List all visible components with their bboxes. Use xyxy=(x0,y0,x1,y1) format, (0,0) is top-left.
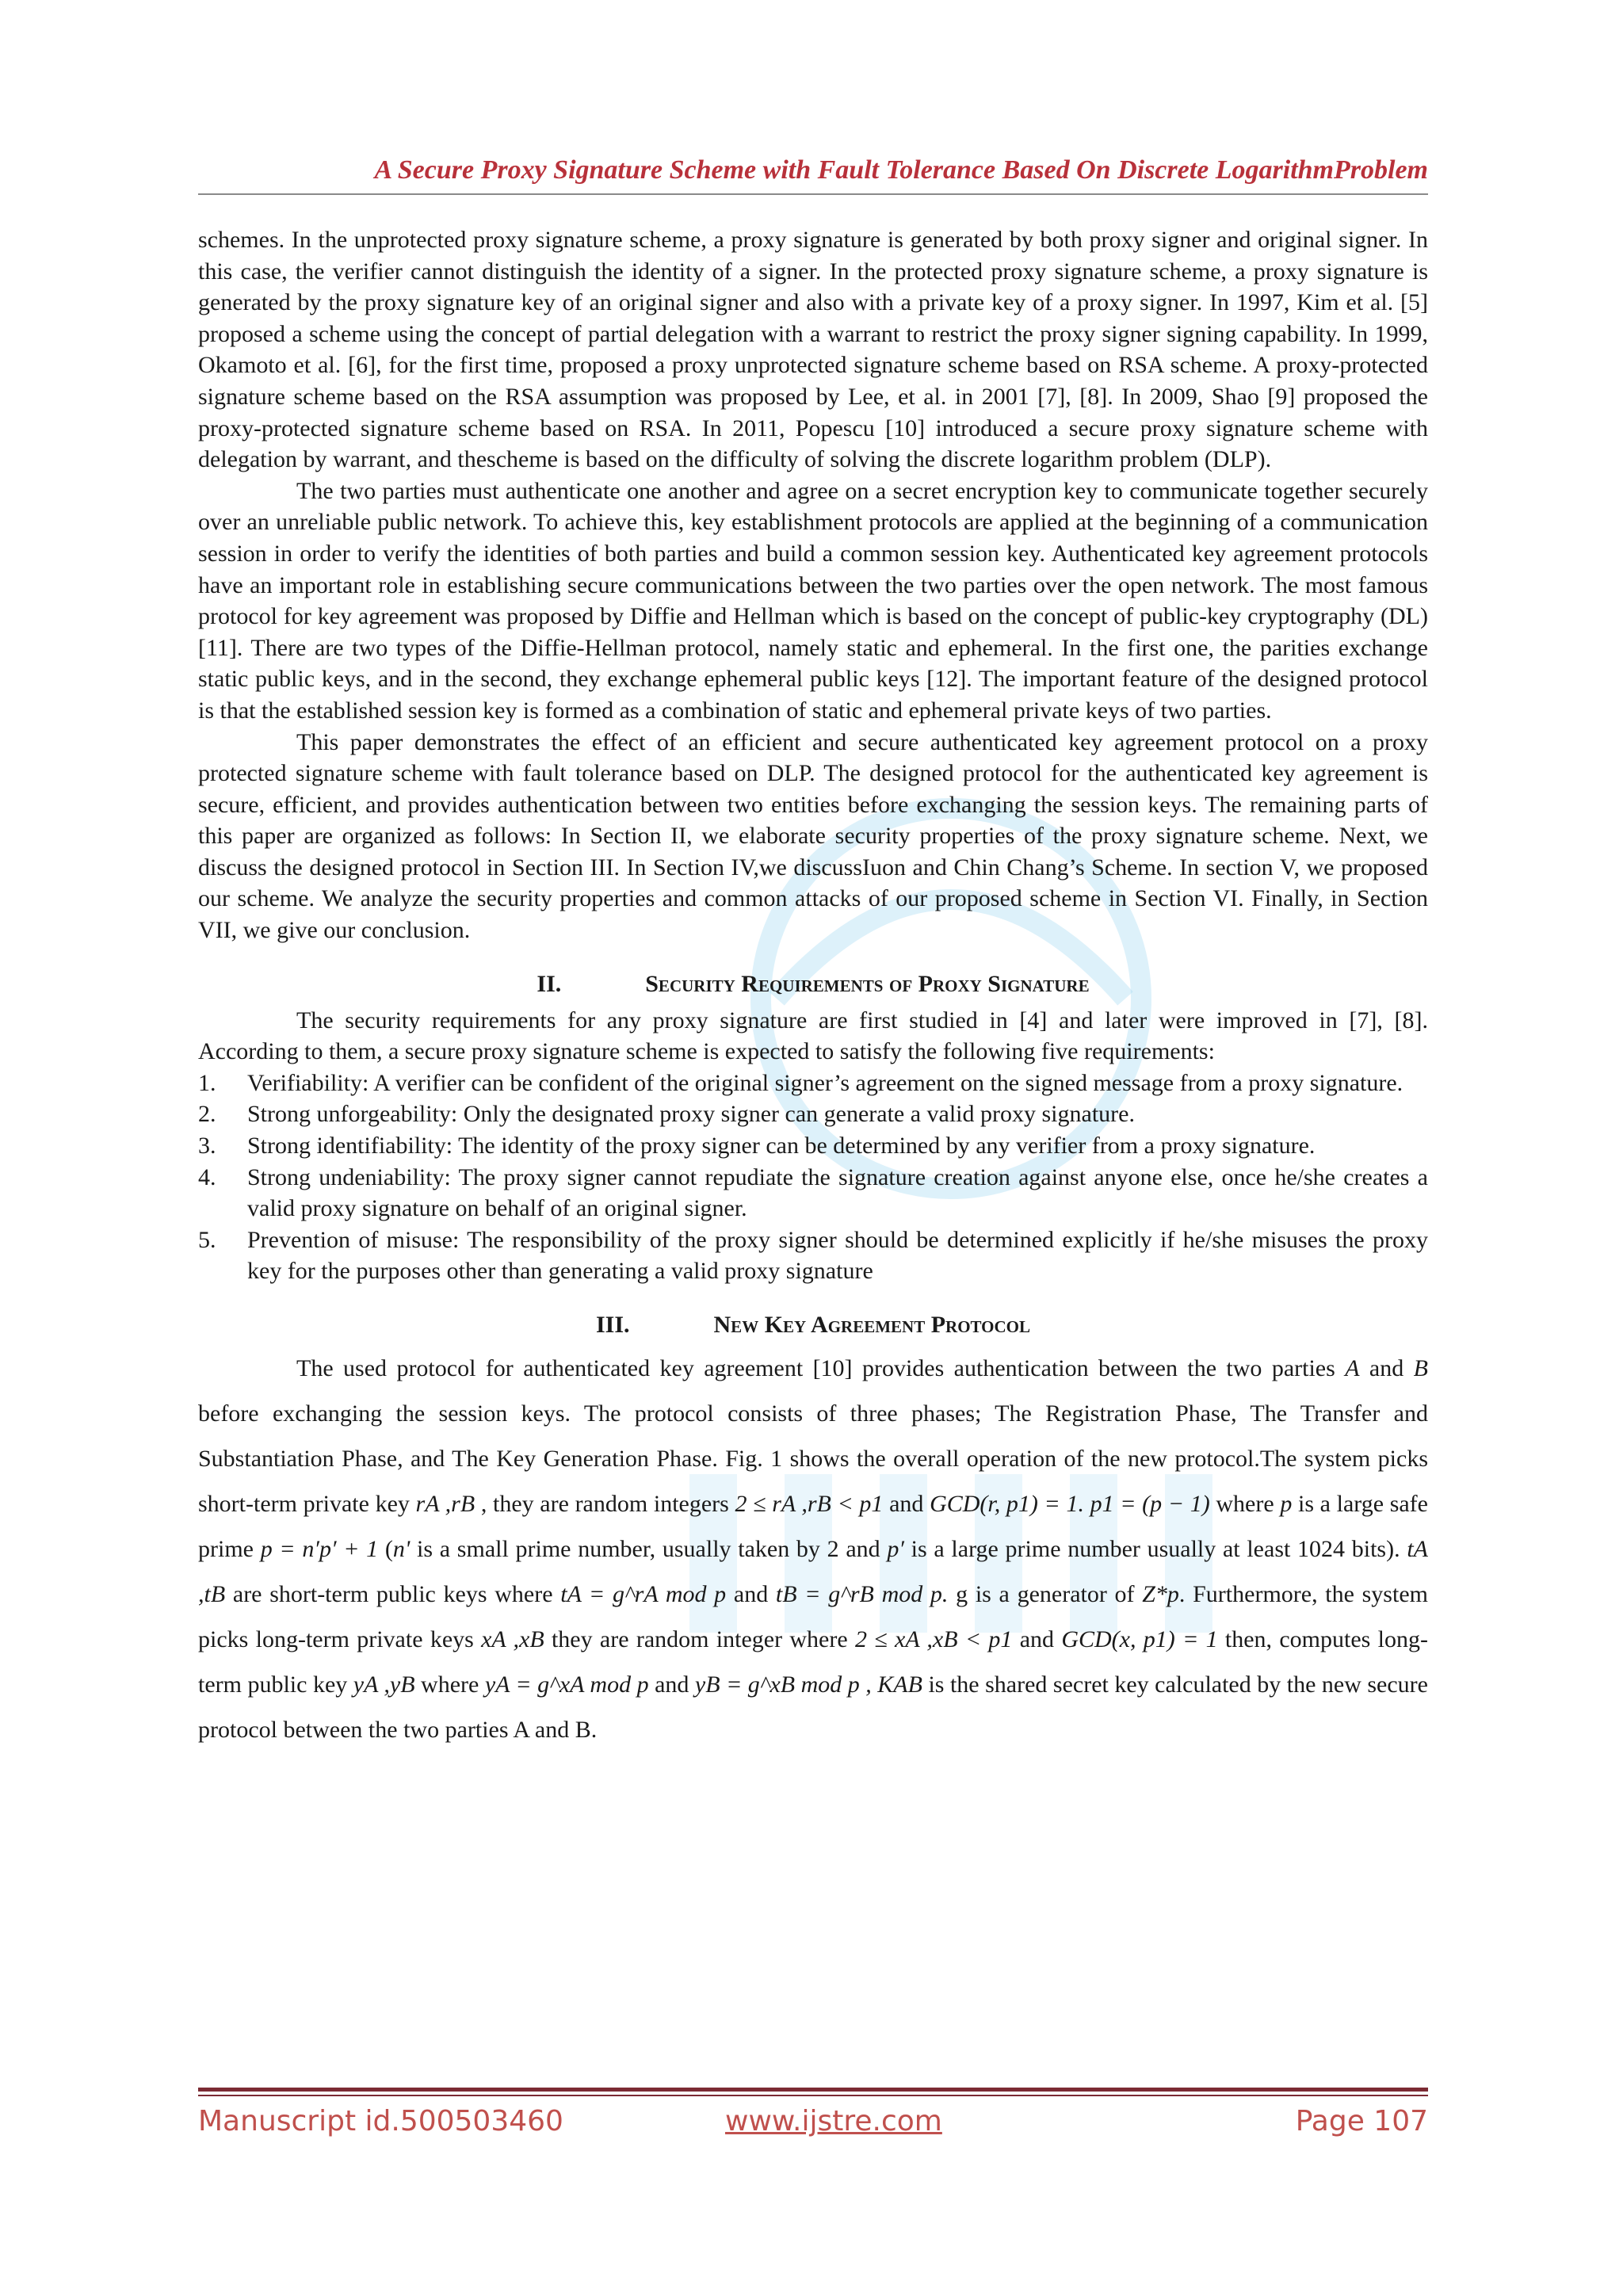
paragraph-with-math: The used protocol for authenticated key agreement [10] provides authentication between the two parties A and B before exchanging the session keys. The protocol consists of three phases; The Registration Phase, The Transfer and Substantiation Phase, and The Key Generation Phase. Fig. 1 shows the overall operation of the new protocol.The system picks short-term private key rA ,rB , they are random integers 2 ≤ rA ,rB < p1 and GCD(r, p1) = 1. p1 = (p − 1) where p is a large safe prime p = n′p′ + 1 (n' is a small prime number, usually taken by 2 and p′ is a large prime number usually at least 1024 bits). tA ,tB are short-term public keys where tA = g^rA mod p and tB = g^rB mod p. g is a generator of Z*p. Furthermore, the system picks long-term private keys xA ,xB they are random integer where 2 ≤ xA ,xB < p1 and GCD(x, p1) = 1 then, computes long-term public key yA ,yB where yA = g^xA mod p and yB = g^xB mod p , KAB is the shared secret key calculated by the new secure protocol between the two parties A and B. xyxy=(198,1355,1428,1743)
paragraph: The security requirements for any proxy signature are first studied in [4] and later were improved in [7], [8]. According to them, a secure proxy signature scheme is expected to satisfy the following five requirements: xyxy=(198,1007,1428,1065)
journal-website-link[interactable]: www.ijstre.com xyxy=(725,2105,942,2137)
page xyxy=(198,0,1428,2296)
math-expression: 2 ≤ xA ,xB < p1 xyxy=(854,1626,1013,1652)
section-number: II. xyxy=(537,970,562,997)
math-expression: p = n′p′ + 1 xyxy=(260,1536,379,1562)
math-expression: p xyxy=(1280,1491,1293,1517)
footer-rule xyxy=(198,2088,1428,2092)
section-number: III. xyxy=(595,1312,630,1338)
paragraph: The two parties must authenticate one another and agree on a secret encryption key to communicate together securely over an unreliable public network. To achieve this, key establishment protocols are applied at the beginning of a communication session in order to verify the identities of both parties and build a common session key. Authenticated key agreement protocols have an important role in establishing secure communications between the two parties over the open network. The most famous protocol for key agreement was proposed by Diffie and Hellman which is based on the concept of public-key cryptography (DL) [11]. There are two types of the Diffie-Hellman protocol, namely static and ephemeral. In the first one, the parities exchange static public keys, and in the second, they exchange ephemeral public keys [12]. The important feature of the designed protocol is that the established session key is formed as a combination of static and ephemeral private keys of two parties. xyxy=(198,477,1428,724)
math-expression: GCD(x, p1) = 1 xyxy=(1061,1626,1218,1652)
math-expression: n' xyxy=(392,1536,411,1562)
math-expression: rA ,rB xyxy=(415,1491,475,1517)
list-item: 5. Prevention of misuse: The responsibility of the proxy signer should be determined explicitly if he/she misuses the proxy key for the purposes other than generating a valid proxy signature xyxy=(198,1226,1428,1285)
body-text xyxy=(198,224,1428,1752)
paragraph: This paper demonstrates the effect of an efficient and secure authenticated key agreement protocol on a proxy protected signature scheme with fault tolerance based on DLP. The designed protocol for the authenticated key agreement is secure, efficient, and provides authentication between two entities before exchanging the session keys. The remaining parts of this paper are organized as follows: In Section II, we elaborate security properties of the proxy signature scheme. Next, we discuss the designed protocol in Section III. In Section IV,we discussIuon and Chin Chang’s Scheme. In section V, we proposed our scheme. We analyze the security properties and common attacks of our proposed scheme in Section VI. Finally, in Section VII, we give our conclusion. xyxy=(198,728,1428,944)
list-item: 1. Verifiability: A verifier can be confident of the original signer’s agreement on the signed message from a proxy signature. xyxy=(198,1069,1403,1096)
manuscript-id: Manuscript id.500503460 xyxy=(198,2105,563,2137)
section-title: New Key Agreement Protocol xyxy=(713,1312,1031,1338)
math-expression: Z*p xyxy=(1142,1581,1179,1607)
header-rule xyxy=(198,193,1428,195)
math-expression: yB = g^xB mod p , KAB xyxy=(694,1671,922,1698)
math-expression: GCD(r, p1) = 1. p1 = (p − 1) xyxy=(930,1491,1210,1517)
page-footer xyxy=(198,2105,1428,2145)
math-expression: tB = g^rB mod p. xyxy=(775,1581,949,1607)
section-title: Security Requirements of Proxy Signature xyxy=(645,970,1090,997)
section-heading xyxy=(198,1309,1428,1341)
running-header: A Secure Proxy Signature Scheme with Fault Tolerance Based On Discrete LogarithmProblem xyxy=(374,155,1428,185)
math-expression: yA ,yB xyxy=(353,1671,415,1698)
list-item: 2. Strong unforgeability: Only the designated proxy signer can generate a valid proxy signature. xyxy=(198,1101,1135,1128)
page-number: Page 107 xyxy=(1295,2105,1428,2137)
requirements-list xyxy=(198,1068,1428,1287)
math-expression: yA = g^xA mod p xyxy=(484,1671,649,1698)
section-heading xyxy=(198,968,1428,1000)
list-item: 4. Strong undeniability: The proxy signer cannot repudiate the signature creation against anyone else, once he/she creates a valid proxy signature on behalf of an original signer. xyxy=(198,1163,1428,1222)
math-expression: tA ,tB xyxy=(198,1536,1428,1607)
list-item: 3. Strong identifiability: The identity of the proxy signer can be determined by any verifier from a proxy signature. xyxy=(198,1133,1316,1159)
math-expression: 2 ≤ rA ,rB < p1 xyxy=(735,1491,884,1517)
math-expression: p′ xyxy=(887,1536,904,1562)
paragraph: schemes. In the unprotected proxy signature scheme, a proxy signature is generated by both proxy signer and original signer. In this case, the verifier cannot distinguish the identity of a signer. In the protected proxy signature scheme, a proxy signature is generated by the proxy signature key of an original signer and also with a private key of a proxy signer. In 1997, Kim et al. [5] proposed a scheme using the concept of partial delegation with a warrant to restrict the proxy signer signing capability. In 1999, Okamoto et al. [6], for the first time, proposed a proxy unprotected signature scheme based on RSA scheme. A proxy-protected signature scheme based on the RSA assumption was proposed by Lee, et al. in 2001 [7], [8]. In 2009, Shao [9] proposed the proxy-protected signature scheme based on RSA. In 2011, Popescu [10] introduced a secure proxy signature scheme with delegation by warrant, and thescheme is based on the difficulty of solving the discrete logarithm problem (DLP). xyxy=(198,227,1428,473)
footer-rule xyxy=(198,2095,1428,2096)
math-expression: xA ,xB xyxy=(481,1626,544,1652)
math-expression: tA = g^rA mod p xyxy=(560,1581,727,1607)
